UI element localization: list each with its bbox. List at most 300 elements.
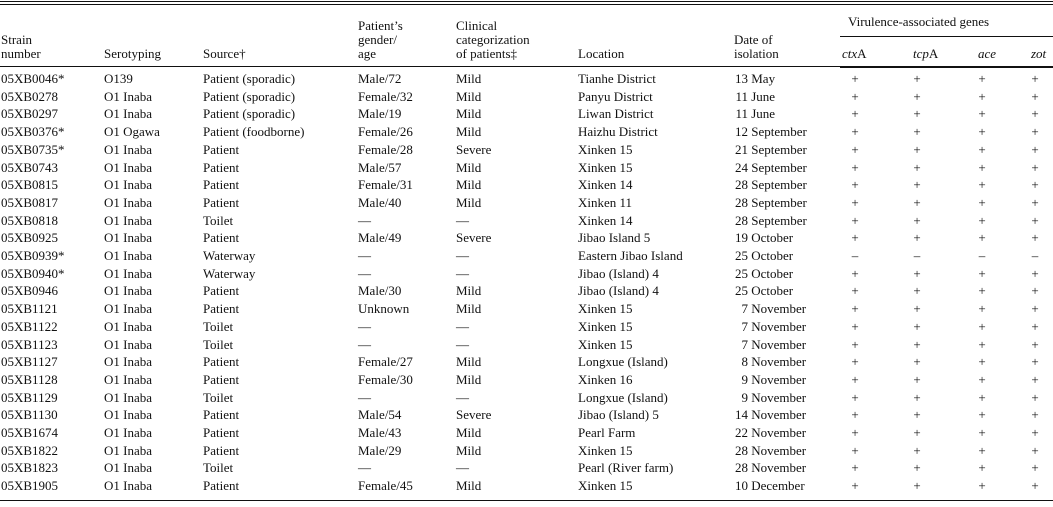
cell-strain-number: 05XB0946	[1, 283, 59, 299]
cell-date-of-isolation: 19 October	[735, 230, 794, 246]
cell-clinical-category: Mild	[456, 371, 482, 387]
cell-gene-zot: +	[1031, 371, 1039, 387]
cell-location: Xinken 15	[578, 336, 633, 352]
cell-gene-ace: +	[978, 318, 986, 334]
header-gender-age: Patient’s gender/ age	[358, 18, 403, 61]
cell-clinical-category: Mild	[456, 442, 482, 458]
cell-gender-age: Male/54	[358, 407, 402, 423]
cell-clinical-category: Mild	[456, 177, 482, 193]
cell-serotyping: O1 Inaba	[104, 336, 153, 352]
header-virulence-genes: Virulence-associated genes	[848, 14, 990, 29]
cell-location: Xinken 11	[578, 194, 633, 210]
cell-gene-tcpa: +	[913, 124, 921, 140]
cell-gene-ace: +	[978, 71, 986, 86]
cell-source: Waterway	[203, 248, 256, 263]
cell-serotyping: O1 Inaba	[104, 371, 153, 387]
cell-gender-age: Female/27	[358, 354, 413, 370]
cell-strain-number: 05XB0735*	[1, 141, 65, 157]
cell-source: Patient (foodborne)	[203, 124, 305, 140]
cell-strain-number: 05XB0046*	[1, 71, 65, 86]
cell-gene-ctxa: +	[851, 301, 859, 317]
cell-gender-age: Female/30	[358, 371, 413, 387]
cell-gene-zot: +	[1031, 212, 1039, 228]
cell-source: Patient	[203, 371, 240, 387]
cell-source: Patient (sporadic)	[203, 71, 296, 86]
cell-gene-ace: +	[978, 159, 986, 175]
cell-strain-number: 05XB0818	[1, 212, 59, 228]
cell-date-of-isolation: 22 November	[735, 425, 807, 440]
cell-location: Pearl (River farm)	[578, 460, 674, 476]
cell-date-of-isolation: 24 September	[735, 159, 807, 175]
table-row	[0, 247, 1053, 265]
cell-gene-tcpa: –	[913, 248, 921, 263]
cell-date-of-isolation: 13 May	[735, 71, 776, 86]
cell-gender-age: —	[358, 212, 371, 228]
cell-source: Patient	[203, 478, 240, 494]
cell-source: Toilet	[203, 460, 234, 476]
cell-serotyping: O1 Inaba	[104, 354, 153, 370]
table-row	[0, 300, 1053, 318]
cell-gender-age: —	[358, 248, 371, 263]
cell-serotyping: O1 Inaba	[104, 265, 153, 281]
cell-date-of-isolation: 11 June	[735, 106, 776, 122]
cell-gene-zot: +	[1031, 124, 1039, 140]
cell-gene-zot: +	[1031, 88, 1039, 104]
cell-serotyping: O1 Inaba	[104, 159, 153, 175]
cell-source: Patient (sporadic)	[203, 88, 296, 104]
cell-strain-number: 05XB1121	[1, 301, 58, 317]
cell-gene-tcpa: +	[913, 106, 921, 122]
cell-serotyping: O1 Inaba	[104, 177, 153, 193]
cell-gender-age: Male/49	[358, 230, 402, 246]
table-row	[0, 212, 1053, 230]
cell-clinical-category: —	[456, 336, 469, 352]
cell-gender-age: Male/29	[358, 442, 402, 458]
cell-source: Patient	[203, 194, 240, 210]
cell-gender-age: Male/19	[358, 106, 402, 122]
cell-gene-ace: –	[978, 248, 986, 263]
table-row	[0, 176, 1053, 194]
cell-strain-number: 05XB1905	[1, 478, 59, 494]
cell-clinical-category: Mild	[456, 194, 482, 210]
cell-gene-tcpa: +	[913, 177, 921, 193]
table-row	[0, 477, 1053, 495]
cell-serotyping: O1 Inaba	[104, 194, 153, 210]
cell-source: Patient	[203, 230, 240, 246]
cell-gene-zot: +	[1031, 265, 1039, 281]
cell-gene-ctxa: +	[851, 141, 859, 157]
virulence-header-rule	[840, 36, 1053, 37]
cell-gene-ace: +	[978, 407, 986, 423]
cell-source: Patient	[203, 407, 240, 423]
cell-gene-ctxa: +	[851, 389, 859, 405]
cell-clinical-category: Mild	[456, 354, 482, 370]
cell-gene-ace: +	[978, 301, 986, 317]
cell-strain-number: 05XB0376*	[1, 124, 65, 140]
cell-serotyping: O1 Inaba	[104, 442, 153, 458]
cell-serotyping: O1 Inaba	[104, 212, 153, 228]
cell-gene-ctxa: +	[851, 230, 859, 246]
cell-gene-tcpa: +	[913, 301, 921, 317]
cell-gene-ace: +	[978, 425, 986, 440]
cell-clinical-category: Mild	[456, 88, 482, 104]
cell-gene-ace: +	[978, 371, 986, 387]
cell-date-of-isolation: 25 October	[735, 248, 794, 263]
header-location: Location	[578, 46, 625, 61]
cell-gene-ctxa: +	[851, 88, 859, 104]
cell-gene-ace: +	[978, 265, 986, 281]
header-strain-number: Strain number	[1, 32, 41, 61]
cell-strain-number: 05XB1823	[1, 460, 59, 476]
cell-serotyping: O1 Inaba	[104, 248, 153, 263]
cell-gene-ctxa: +	[851, 71, 859, 86]
cell-gene-ctxa: +	[851, 460, 859, 476]
cell-gene-ctxa: +	[851, 194, 859, 210]
cell-location: Panyu District	[578, 88, 653, 104]
cell-gene-tcpa: +	[913, 71, 921, 86]
cell-gene-ctxa: +	[851, 354, 859, 370]
table-row	[0, 406, 1053, 424]
cell-gene-zot: +	[1031, 106, 1039, 122]
cell-gene-ctxa: +	[851, 265, 859, 281]
cell-strain-number: 05XB1822	[1, 442, 59, 458]
cell-serotyping: O1 Ogawa	[104, 124, 160, 140]
cell-location: Xinken 15	[578, 478, 633, 494]
cell-clinical-category: Mild	[456, 283, 482, 299]
cell-gene-ace: +	[978, 177, 986, 193]
cell-serotyping: O1 Inaba	[104, 106, 153, 122]
cell-serotyping: O1 Inaba	[104, 141, 153, 157]
cell-gender-age: —	[358, 336, 371, 352]
cell-source: Toilet	[203, 212, 234, 228]
cell-clinical-category: Mild	[456, 124, 482, 140]
cell-clinical-category: Mild	[456, 301, 482, 317]
table-row	[0, 442, 1053, 460]
cell-location: Xinken 16	[578, 371, 633, 387]
bottom-rule	[0, 500, 1053, 501]
header-gene-ctxa: ctxA	[842, 46, 867, 61]
cell-source: Patient	[203, 354, 240, 370]
table-row	[0, 70, 1053, 88]
cell-source: Patient	[203, 159, 240, 175]
cell-source: Patient (sporadic)	[203, 106, 296, 122]
cell-gene-zot: +	[1031, 442, 1039, 458]
table-row	[0, 265, 1053, 283]
cell-location: Haizhu District	[578, 124, 658, 140]
cell-date-of-isolation: 28 September	[735, 177, 807, 193]
cell-gene-ace: +	[978, 141, 986, 157]
cell-clinical-category: —	[456, 265, 469, 281]
cell-gender-age: Female/45	[358, 478, 413, 494]
table-row	[0, 424, 1053, 442]
cell-clinical-category: Mild	[456, 478, 482, 494]
cell-location: Xinken 15	[578, 159, 633, 175]
cell-gene-zot: +	[1031, 478, 1039, 494]
cell-serotyping: O1 Inaba	[104, 283, 153, 299]
cell-location: Tianhe District	[578, 71, 656, 86]
cell-gene-ctxa: +	[851, 336, 859, 352]
cell-gender-age: Female/31	[358, 177, 413, 193]
cell-gene-tcpa: +	[913, 283, 921, 299]
cell-date-of-isolation: 9 November	[741, 389, 807, 405]
cell-strain-number: 05XB1129	[1, 389, 58, 405]
table-row	[0, 105, 1053, 123]
cell-source: Patient	[203, 141, 240, 157]
cell-strain-number: 05XB1122	[1, 318, 58, 334]
cell-strain-number: 05XB0815	[1, 177, 59, 193]
cell-date-of-isolation: 28 November	[735, 460, 807, 476]
cell-gender-age: Male/43	[358, 425, 402, 440]
cell-serotyping: O1 Inaba	[104, 318, 153, 334]
cell-gene-ace: +	[978, 442, 986, 458]
cell-location: Xinken 15	[578, 141, 633, 157]
cell-gene-tcpa: +	[913, 230, 921, 246]
cell-gene-tcpa: +	[913, 318, 921, 334]
cell-date-of-isolation: 7 November	[741, 301, 807, 317]
table-row	[0, 159, 1053, 177]
header-gene-tcpa: tcpA	[913, 46, 939, 61]
cell-gender-age: —	[358, 265, 371, 281]
table-row	[0, 371, 1053, 389]
cell-clinical-category: —	[456, 460, 469, 476]
header-serotyping: Serotyping	[104, 46, 162, 61]
cell-gene-tcpa: +	[913, 141, 921, 157]
cell-date-of-isolation: 28 September	[735, 212, 807, 228]
cell-gender-age: Female/32	[358, 88, 413, 104]
header-date-of-isolation: Date of isolation	[734, 32, 779, 61]
cell-gene-zot: +	[1031, 283, 1039, 299]
cell-location: Xinken 15	[578, 318, 633, 334]
cell-gender-age: —	[358, 389, 371, 405]
cell-location: Xinken 15	[578, 301, 633, 317]
table-row	[0, 194, 1053, 212]
cell-strain-number: 05XB0297	[1, 106, 59, 122]
cell-gene-ctxa: +	[851, 212, 859, 228]
header-source: Source†	[203, 46, 246, 61]
cell-clinical-category: Severe	[456, 230, 492, 246]
table-row	[0, 282, 1053, 300]
cell-clinical-category: —	[456, 248, 469, 263]
cell-gene-zot: +	[1031, 159, 1039, 175]
header-clinical-categorization: Clinical categorization of patients‡	[456, 18, 530, 61]
cell-gene-tcpa: +	[913, 336, 921, 352]
cell-gene-ace: +	[978, 283, 986, 299]
cell-serotyping: O1 Inaba	[104, 478, 153, 494]
cell-gene-zot: +	[1031, 389, 1039, 405]
cell-gene-ctxa: –	[851, 248, 859, 263]
cell-source: Waterway	[203, 265, 256, 281]
cell-gene-ctxa: +	[851, 407, 859, 423]
cell-gene-ace: +	[978, 106, 986, 122]
cell-date-of-isolation: 14 November	[735, 407, 807, 423]
cell-gene-ace: +	[978, 124, 986, 140]
cell-gene-zot: +	[1031, 194, 1039, 210]
cell-gene-ctxa: +	[851, 442, 859, 458]
cell-location: Jibao (Island) 4	[578, 283, 659, 299]
cell-gene-zot: +	[1031, 301, 1039, 317]
cell-gene-ace: +	[978, 354, 986, 370]
cell-gene-tcpa: +	[913, 407, 921, 423]
cell-source: Toilet	[203, 318, 234, 334]
table-row	[0, 123, 1053, 141]
cell-gender-age: Male/72	[358, 71, 402, 86]
cell-date-of-isolation: 7 November	[741, 318, 807, 334]
cell-gene-ace: +	[978, 389, 986, 405]
cell-gender-age: Female/26	[358, 124, 413, 140]
table-row	[0, 459, 1053, 477]
table-row	[0, 88, 1053, 106]
cell-gene-tcpa: +	[913, 194, 921, 210]
cell-strain-number: 05XB1128	[1, 371, 58, 387]
cell-gene-zot: +	[1031, 141, 1039, 157]
cell-source: Patient	[203, 177, 240, 193]
cell-location: Pearl Farm	[578, 425, 636, 440]
cell-serotyping: O1 Inaba	[104, 301, 153, 317]
cell-date-of-isolation: 28 September	[735, 194, 807, 210]
cell-strain-number: 05XB1123	[1, 336, 58, 352]
cell-serotyping: O1 Inaba	[104, 389, 153, 405]
cell-gene-zot: +	[1031, 71, 1039, 86]
cell-gene-tcpa: +	[913, 265, 921, 281]
header-bottom-rule-genes	[840, 67, 1053, 68]
cell-gene-tcpa: +	[913, 442, 921, 458]
cell-strain-number: 05XB0743	[1, 159, 59, 175]
cell-strain-number: 05XB1130	[1, 407, 58, 423]
cell-gene-ace: +	[978, 230, 986, 246]
cell-source: Patient	[203, 425, 240, 440]
cell-gene-ctxa: +	[851, 318, 859, 334]
cell-gene-ctxa: +	[851, 283, 859, 299]
cell-gene-zot: +	[1031, 336, 1039, 352]
cell-date-of-isolation: 21 September	[735, 141, 807, 157]
cell-gene-ace: +	[978, 460, 986, 476]
cell-clinical-category: Mild	[456, 106, 482, 122]
cell-gene-ctxa: +	[851, 177, 859, 193]
cell-location: Longxue (Island)	[578, 389, 668, 405]
cell-gene-ace: +	[978, 88, 986, 104]
cell-location: Xinken 14	[578, 177, 633, 193]
top-rule	[0, 1, 1053, 2]
cell-serotyping: O1 Inaba	[104, 88, 153, 104]
cell-date-of-isolation: 12 September	[735, 124, 807, 140]
cell-location: Eastern Jibao Island	[578, 248, 683, 263]
cell-strain-number: 05XB0939*	[1, 248, 65, 263]
cell-gene-tcpa: +	[913, 212, 921, 228]
cell-location: Liwan District	[578, 106, 654, 122]
cell-location: Xinken 14	[578, 212, 633, 228]
cell-serotyping: O1 Inaba	[104, 425, 153, 440]
cell-gender-age: Male/40	[358, 194, 402, 210]
cell-gender-age: Male/57	[358, 159, 402, 175]
cell-serotyping: O1 Inaba	[104, 407, 153, 423]
cell-gene-tcpa: +	[913, 389, 921, 405]
cell-gene-zot: +	[1031, 177, 1039, 193]
cell-gene-ctxa: +	[851, 371, 859, 387]
cell-serotyping: O1 Inaba	[104, 230, 153, 246]
cell-gene-ace: +	[978, 336, 986, 352]
cell-clinical-category: —	[456, 389, 469, 405]
cell-gender-age: Male/30	[358, 283, 402, 299]
header-gene-ace: ace	[978, 46, 997, 61]
cell-location: Jibao (Island) 5	[578, 407, 659, 423]
cell-clinical-category: Severe	[456, 141, 492, 157]
cell-gene-zot: –	[1031, 248, 1039, 263]
cell-date-of-isolation: 8 November	[741, 354, 807, 370]
table-row	[0, 141, 1053, 159]
top-double-rule	[0, 4, 1053, 5]
table-row	[0, 318, 1053, 336]
cell-source: Patient	[203, 442, 240, 458]
cell-location: Xinken 15	[578, 442, 633, 458]
table-row	[0, 229, 1053, 247]
cell-gender-age: Female/28	[358, 141, 413, 157]
cell-source: Toilet	[203, 336, 234, 352]
cell-gene-ace: +	[978, 194, 986, 210]
cell-clinical-category: Mild	[456, 159, 482, 175]
cell-gene-tcpa: +	[913, 88, 921, 104]
cell-strain-number: 05XB0278	[1, 88, 59, 104]
cell-clinical-category: Mild	[456, 71, 482, 86]
cell-gender-age: Unknown	[358, 301, 410, 317]
table-row	[0, 389, 1053, 407]
cell-date-of-isolation: 28 November	[735, 442, 807, 458]
cell-source: Patient	[203, 283, 240, 299]
cell-gene-zot: +	[1031, 318, 1039, 334]
cell-strain-number: 05XB1674	[1, 425, 59, 440]
cell-gene-ctxa: +	[851, 106, 859, 122]
cell-clinical-category: —	[456, 212, 469, 228]
cell-gene-zot: +	[1031, 425, 1039, 440]
cell-date-of-isolation: 9 November	[741, 371, 807, 387]
cell-date-of-isolation: 10 December	[735, 478, 805, 494]
cell-clinical-category: —	[456, 318, 469, 334]
cell-strain-number: 05XB0817	[1, 194, 59, 210]
cell-clinical-category: Mild	[456, 425, 482, 440]
cell-clinical-category: Severe	[456, 407, 492, 423]
cell-date-of-isolation: 7 November	[741, 336, 807, 352]
cell-gender-age: —	[358, 460, 371, 476]
table-row	[0, 336, 1053, 354]
cell-date-of-isolation: 25 October	[735, 265, 794, 281]
cell-gene-tcpa: +	[913, 371, 921, 387]
table-row	[0, 353, 1053, 371]
cell-gene-tcpa: +	[913, 460, 921, 476]
cell-location: Jibao Island 5	[578, 230, 651, 246]
cell-gene-tcpa: +	[913, 354, 921, 370]
cell-gene-zot: +	[1031, 460, 1039, 476]
header-gene-zot: zot	[1031, 46, 1047, 61]
cell-location: Jibao (Island) 4	[578, 265, 659, 281]
cell-source: Toilet	[203, 389, 234, 405]
cell-gene-zot: +	[1031, 407, 1039, 423]
cell-gender-age: —	[358, 318, 371, 334]
cell-strain-number: 05XB0925	[1, 230, 59, 246]
cell-gene-ctxa: +	[851, 159, 859, 175]
cell-location: Longxue (Island)	[578, 354, 668, 370]
cell-gene-tcpa: +	[913, 159, 921, 175]
cell-gene-ctxa: +	[851, 425, 859, 440]
cell-gene-zot: +	[1031, 230, 1039, 246]
cell-strain-number: 05XB0940*	[1, 265, 65, 281]
cell-gene-ctxa: +	[851, 478, 859, 494]
cell-strain-number: 05XB1127	[1, 354, 58, 370]
cell-gene-ace: +	[978, 212, 986, 228]
cell-serotyping: O1 Inaba	[104, 460, 153, 476]
cell-gene-tcpa: +	[913, 425, 921, 440]
cell-gene-tcpa: +	[913, 478, 921, 494]
cell-source: Patient	[203, 301, 240, 317]
cell-gene-ctxa: +	[851, 124, 859, 140]
